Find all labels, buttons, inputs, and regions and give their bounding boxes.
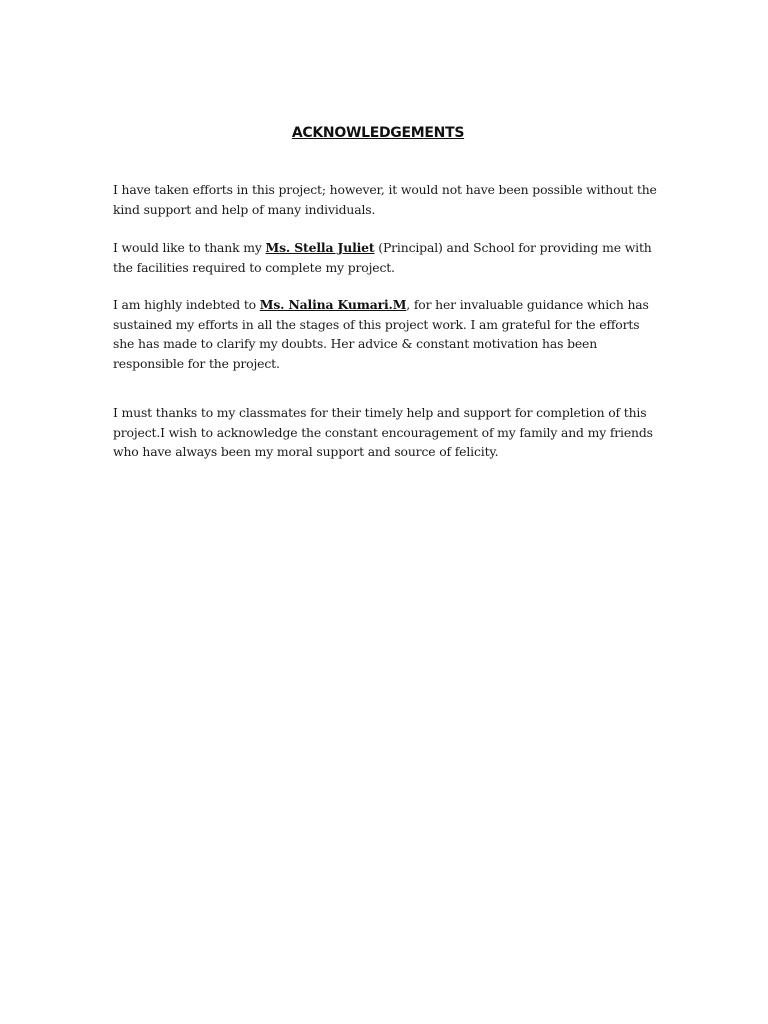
paragraph-3-before: I am highly indebted to [113, 297, 260, 312]
paragraph-3 [113, 295, 658, 373]
paragraph-4 [113, 403, 658, 462]
paragraph-2 [113, 238, 658, 277]
paragraph-1 [113, 180, 658, 219]
principal-name: Ms. Stella Juliet [265, 240, 375, 255]
paragraph-2-text [113, 238, 658, 277]
paragraph-3-text [113, 295, 658, 373]
guide-name: Ms. Nalina Kumari.M [259, 297, 407, 312]
paragraph-1-text: I have taken efforts in this project; however, it would not have been possible without the kind support and help of many individuals. [113, 182, 657, 217]
paragraph-2-after: (Principal) and School for providing me with the facilities required to complete my project. [113, 240, 652, 275]
paragraph-3-after: , for her invaluable guidance which has sustained my efforts in all the stages of this project work. I am grateful for the efforts she has made to clarify my doubts. Her advice & constant motivation has been responsible for the project. [113, 297, 649, 371]
paragraph-2-before: I would like to thank my [113, 240, 266, 255]
paragraph-4-text: I must thanks to my classmates for their timely help and support for completion of this project.I wish to acknowledge the constant encouragement of my family and my friends who have always been my moral support and source of felicity. [113, 405, 653, 459]
page-title: ACKNOWLEDGEMENTS [291, 125, 465, 141]
